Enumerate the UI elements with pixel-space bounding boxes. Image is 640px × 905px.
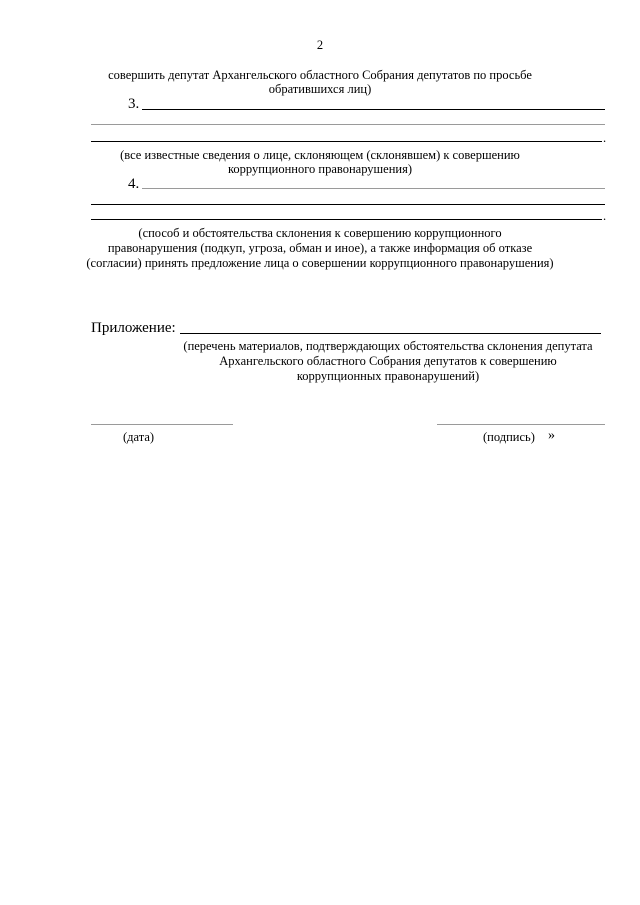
intro-line-2: обратившихся лиц) — [268, 82, 372, 96]
item-3-fill-line-2 — [91, 124, 605, 125]
item-4-fill-line-2 — [91, 204, 605, 205]
attachment-fill-line — [180, 333, 601, 334]
item-3-number: 3. — [128, 96, 140, 112]
item-4-caption-line-3: (согласии) принять предложение лица о совершении коррупционного правонарушения) — [86, 256, 554, 270]
attachment-caption-line-2: Архангельского областного Собрания депутатов к совершению — [219, 354, 557, 368]
item-4-caption-line-1: (способ и обстоятельства склонения к совершению коррупционного — [138, 226, 502, 240]
signature-label: (подпись) — [483, 430, 535, 444]
date-fill-line — [91, 424, 233, 425]
item-3-caption-line-1: (все известные сведения о лице, склоняющем (склонявшем) к совершению — [120, 148, 520, 162]
item-4-number: 4. — [128, 176, 140, 192]
date-label: (дата) — [123, 430, 155, 444]
item-4-end-mark: . — [603, 209, 607, 223]
item-4-fill-line-1 — [142, 188, 605, 189]
closing-quote-mark: » — [548, 428, 555, 443]
page-number: 2 — [316, 38, 324, 52]
attachment-caption-line-3: коррупционных правонарушений) — [296, 369, 480, 383]
attachment-label: Приложение: — [91, 320, 176, 336]
attachment-caption-line-1: (перечень материалов, подтверждающих обстоятельства склонения депутата — [183, 339, 593, 353]
item-3-end-mark: . — [603, 131, 607, 145]
signature-fill-line — [437, 424, 605, 425]
item-3-fill-line-1 — [142, 109, 605, 110]
item-3-fill-line-3 — [91, 141, 602, 142]
item-4-fill-line-3 — [91, 219, 602, 220]
item-4-caption-line-2: правонарушения (подкуп, угроза, обман и иное), а также информация об отказе — [107, 241, 533, 255]
intro-line-1: совершить депутат Архангельского областного Собрания депутатов по просьбе — [108, 68, 532, 82]
item-3-caption-line-2: коррупционного правонарушения) — [227, 162, 412, 176]
